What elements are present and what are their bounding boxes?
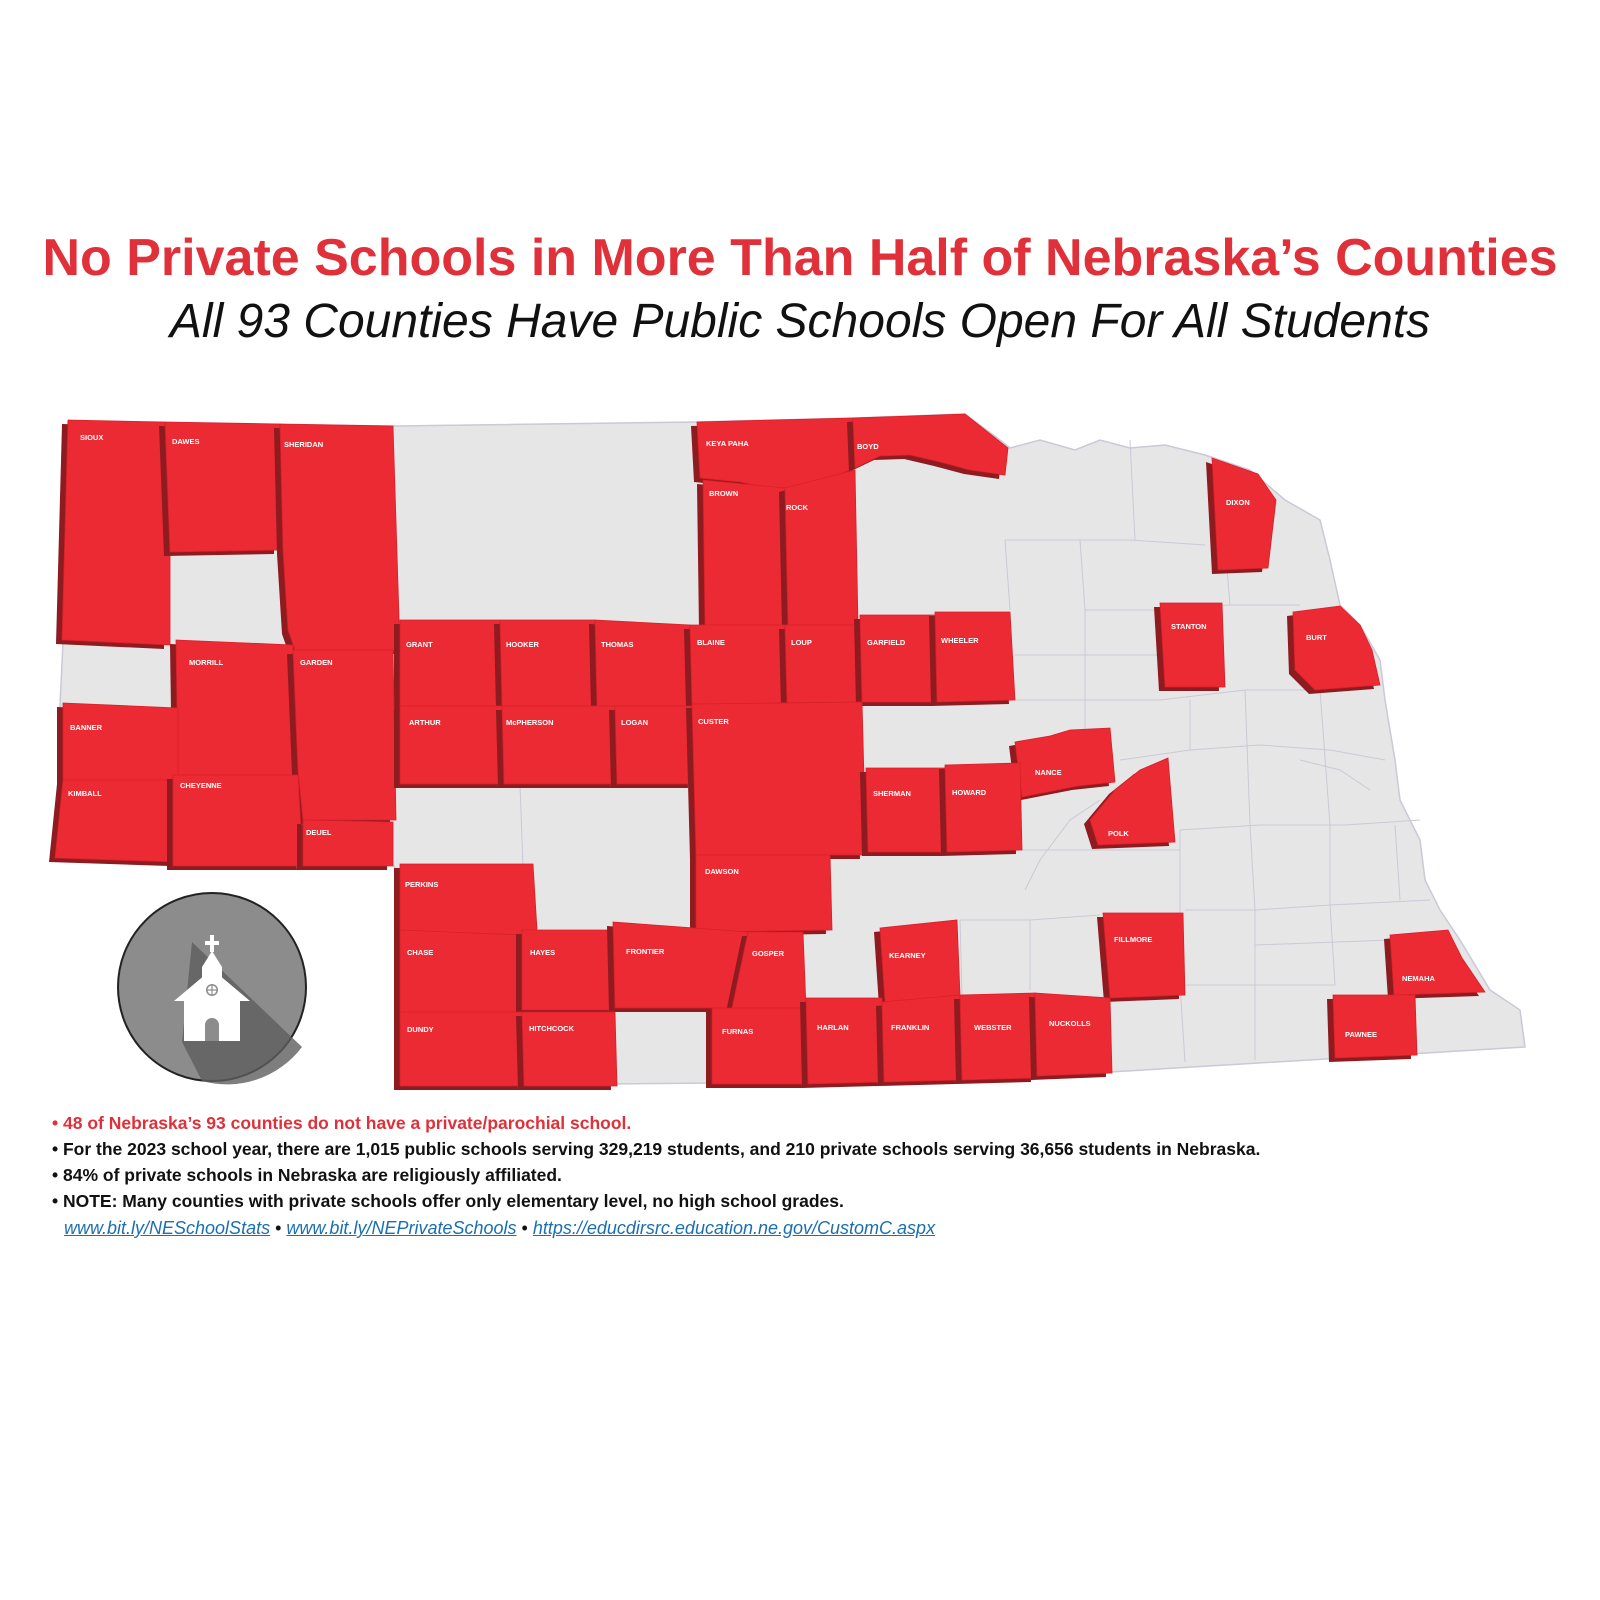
county-label-furnas: FURNAS (722, 1027, 754, 1036)
county-label-kimball: KIMBALL (68, 789, 102, 798)
link-school-stats[interactable]: www.bit.ly/NESchoolStats (64, 1218, 271, 1238)
county-harlan (806, 998, 884, 1084)
county-label-sheridan: SHERIDAN (284, 440, 324, 449)
county-label-dawes: DAWES (172, 437, 200, 446)
county-franklin (882, 995, 962, 1082)
county-frontier (613, 922, 748, 1008)
county-kearney (880, 920, 960, 1002)
county-label-franklin: FRANKLIN (891, 1023, 930, 1032)
county-label-deuel: DEUEL (306, 828, 332, 837)
county-hooker (500, 620, 597, 706)
county-label-sioux: SIOUX (80, 433, 104, 442)
county-hayes (522, 930, 615, 1010)
county-deuel (303, 820, 393, 866)
county-label-nance: NANCE (1035, 768, 1062, 777)
county-label-sherman: SHERMAN (873, 789, 911, 798)
county-label-nemaha: NEMAHA (1402, 974, 1435, 983)
church-icon (118, 893, 306, 1084)
note-counties-without-private: • 48 of Nebraska’s 93 counties do not have a private/parochial school. (52, 1113, 632, 1133)
county-label-logan: LOGAN (621, 718, 649, 727)
county-label-boyd: BOYD (857, 442, 879, 451)
county-label-garfield: GARFIELD (867, 638, 906, 647)
county-rock (785, 470, 858, 625)
county-label-polk: POLK (1108, 829, 1129, 838)
page-title: No Private Schools in More Than Half of Nebraska’s Counties (42, 229, 1558, 287)
county-pawnee (1333, 995, 1417, 1058)
county-label-gosper: GOSPER (752, 949, 785, 958)
county-label-perkins: PERKINS (405, 880, 439, 889)
county-label-mcpherson: McPHERSON (506, 718, 554, 727)
county-sherman (866, 768, 947, 852)
note-school-counts: • For the 2023 school year, there are 1,015 public schools serving 329,219 students, and 210 private schools serving 36,656 students in Nebraska. (52, 1139, 1261, 1159)
county-blaine (690, 625, 787, 704)
note-religious-affiliation: • 84% of private schools in Nebraska are religiously affiliated. (52, 1165, 562, 1185)
county-label-keya-paha: KEYA PAHA (706, 439, 749, 448)
county-label-morrill: MORRILL (189, 658, 224, 667)
county-garfield (860, 615, 937, 702)
link-private-schools[interactable]: www.bit.ly/NEPrivateSchools (286, 1218, 517, 1238)
county-banner (63, 703, 178, 780)
county-label-frontier: FRONTIER (626, 947, 665, 956)
county-label-arthur: ARTHUR (409, 718, 441, 727)
county-fillmore (1103, 913, 1185, 998)
county-label-hayes: HAYES (530, 948, 556, 957)
note-elementary-only: • NOTE: Many counties with private schools offer only elementary level, no high school grades. (52, 1191, 844, 1211)
county-label-howard: HOWARD (952, 788, 987, 797)
county-label-dixon: DIXON (1226, 498, 1250, 507)
county-chase (400, 930, 522, 1012)
county-label-dundy: DUNDY (407, 1025, 434, 1034)
county-grant (400, 620, 502, 706)
county-howard (945, 763, 1022, 852)
county-label-burt: BURT (1306, 633, 1327, 642)
link-separator: • (521, 1218, 528, 1238)
county-label-banner: BANNER (70, 723, 103, 732)
county-label-custer: CUSTER (698, 717, 729, 726)
county-sioux (62, 420, 170, 645)
county-dixon (1212, 458, 1276, 570)
county-label-dawson: DAWSON (705, 867, 739, 876)
county-loup (785, 625, 862, 704)
county-furnas (712, 1008, 808, 1084)
county-label-rock: ROCK (786, 503, 809, 512)
county-stanton (1160, 603, 1225, 687)
county-garden (293, 650, 396, 820)
county-label-brown: BROWN (709, 489, 739, 498)
source-links (64, 1215, 1464, 1241)
page-subtitle: All 93 Counties Have Public Schools Open For All Students (169, 295, 1431, 348)
county-label-garden: GARDEN (300, 658, 333, 667)
county-label-nuckolls: NUCKOLLS (1049, 1019, 1091, 1028)
link-separator: • (275, 1218, 282, 1238)
county-dundy (400, 1012, 524, 1086)
county-label-thomas: THOMAS (601, 640, 634, 649)
notes-list (52, 1110, 1552, 1214)
county-label-wheeler: WHEELER (941, 636, 979, 645)
county-webster (960, 993, 1037, 1080)
nebraska-county-map (0, 400, 1600, 1120)
county-label-kearney: KEARNEY (889, 951, 926, 960)
county-label-stanton: STANTON (1171, 622, 1207, 631)
county-wheeler (935, 612, 1015, 702)
county-label-webster: WEBSTER (974, 1023, 1012, 1032)
county-thomas (595, 620, 692, 706)
county-nuckolls (1035, 993, 1112, 1076)
county-label-hitchcock: HITCHCOCK (529, 1024, 574, 1033)
county-label-cheyenne: CHEYENNE (180, 781, 222, 790)
county-label-loup: LOUP (791, 638, 812, 647)
link-education-directory[interactable]: https://educdirsrc.education.ne.gov/CustomC.aspx (532, 1218, 936, 1238)
county-label-hooker: HOOKER (506, 640, 539, 649)
county-label-harlan: HARLAN (817, 1023, 849, 1032)
county-burt (1293, 606, 1380, 690)
county-label-grant: GRANT (406, 640, 433, 649)
county-sheridan (280, 424, 400, 650)
county-brown (703, 480, 785, 625)
county-label-fillmore: FILLMORE (1114, 935, 1153, 944)
county-label-chase: CHASE (407, 948, 434, 957)
county-label-pawnee: PAWNEE (1345, 1030, 1377, 1039)
county-label-blaine: BLAINE (697, 638, 725, 647)
